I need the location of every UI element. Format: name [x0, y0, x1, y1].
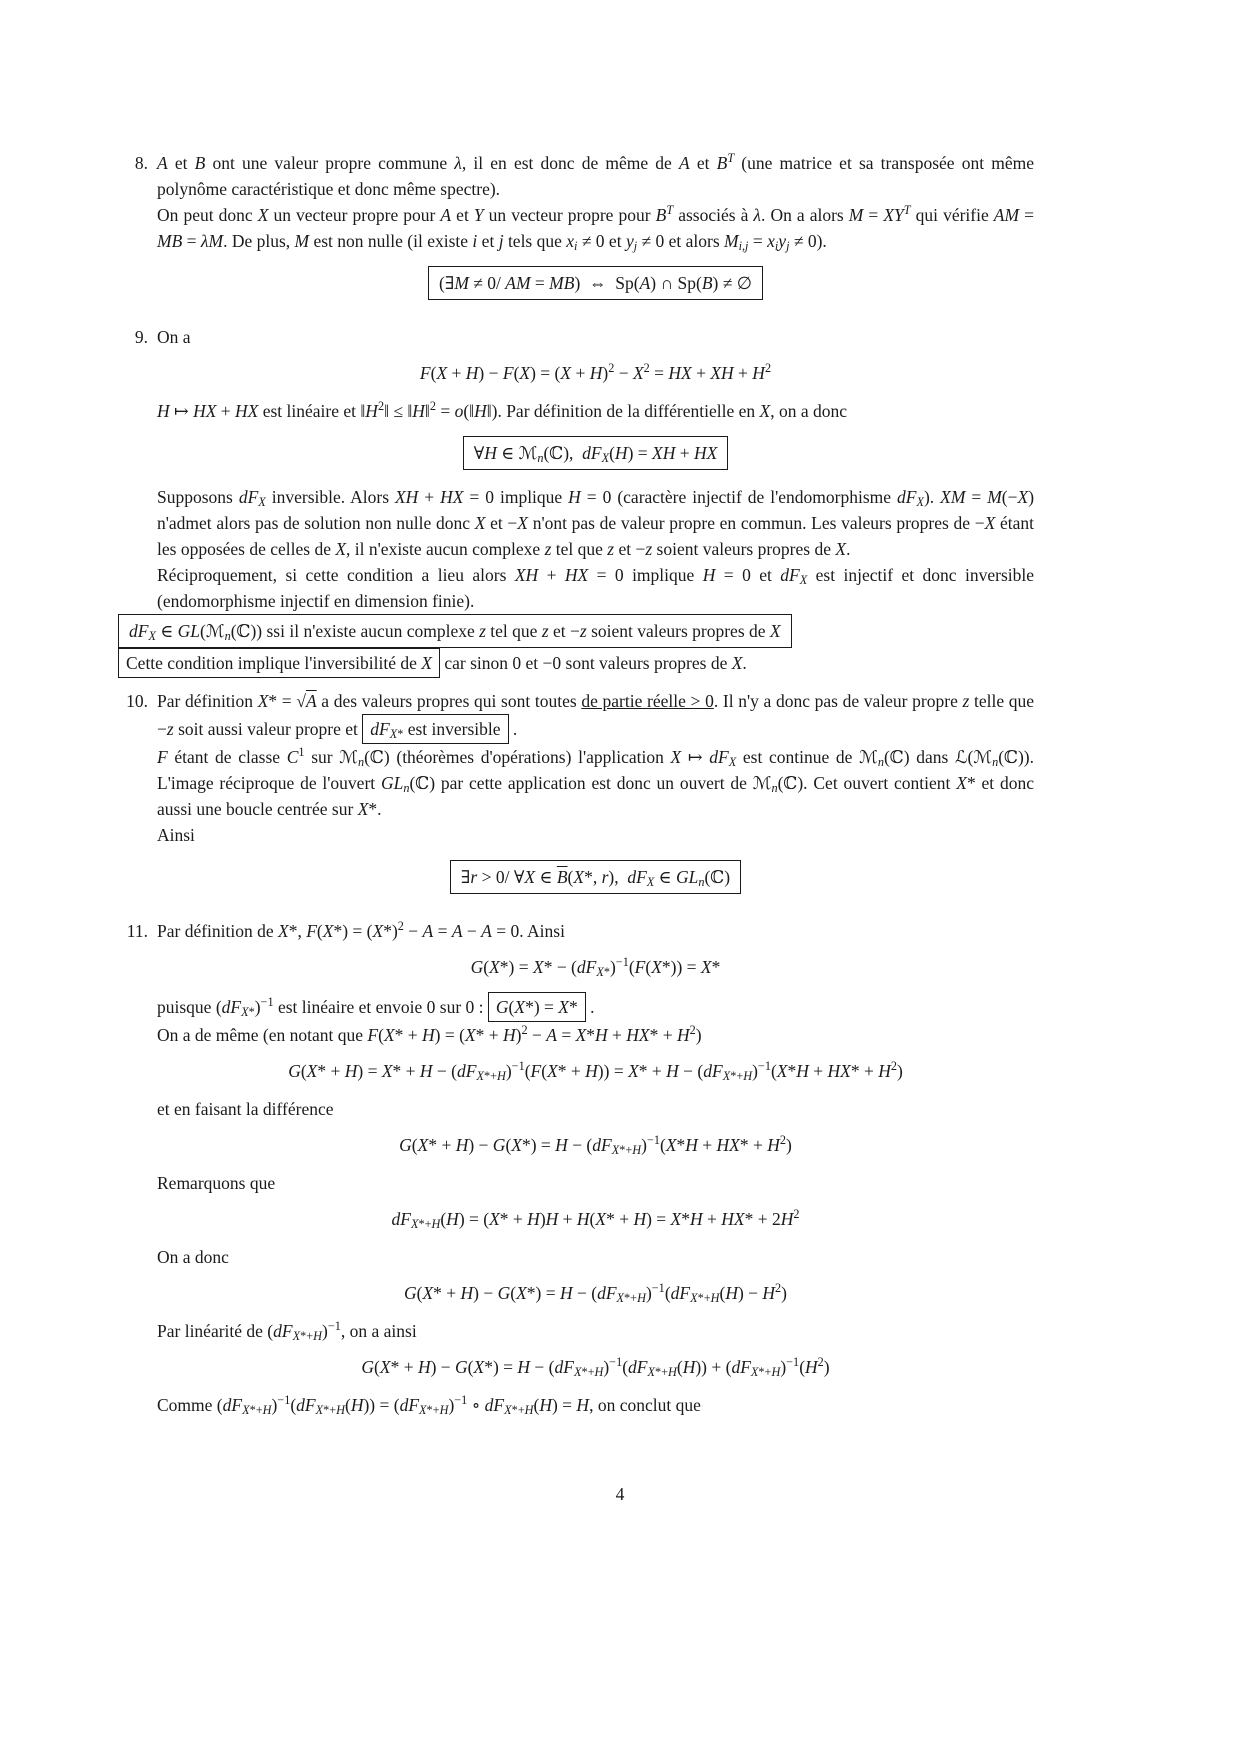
paragraph: Comme $(dF_{X*+H})^{-1}(dF_{X*+H}(H)) = (dF_{X*+H})^{-1}$ ∘ $dF_{X*+H}(H) = H$, on conclut que: [157, 1393, 701, 1418]
item-number-8: 8.: [134, 153, 148, 173]
item-number-9: 9.: [134, 327, 148, 347]
paragraph: On a de même (en notant que $F(X* + H) = (X* + H)^2 - A = X*H + HX* + H^2$): [157, 1023, 702, 1045]
item-number-11: 11.: [126, 921, 148, 941]
boxed-result: $dF_{X*}$ est inversible: [362, 714, 508, 744]
boxed-result: G(X*) = X*: [488, 992, 586, 1022]
boxed-equation: ∃r > 0/ ∀X ∈ $\overline{B}(X*$, r), $dF_X$ ∈ $GL_n(ℂ)$: [450, 860, 741, 894]
paragraph: A et B ont une valeur propre commune λ, il en est donc de même de A et $B^T$ (une matrice et sa transposée ont même polynôme caractéristique et donc même spectre).: [157, 151, 1034, 199]
paragraph: Remarquons que: [157, 1173, 276, 1193]
item-9-body: [126, 324, 1035, 678]
paragraph-text: .: [585, 997, 595, 1017]
display-equation: $dF_{X*+H}(H) = (X* + H)H + H(X* + H) = X*H + HX* + 2H^2$: [391, 1207, 800, 1232]
boxed-remark-line: [118, 648, 1034, 678]
paragraph: On a: [157, 327, 191, 347]
boxed-equation: (∃M ≠ 0/ AM = MB) ⇔ Sp(A) ∩ Sp(B) ≠ ∅: [428, 266, 763, 300]
enum-item-9: [118, 324, 1034, 678]
boxed-equation-line: [157, 860, 1034, 894]
display-equation: $G(X* + H) - G(X*) = H - (dF_{X*+H})^{-1}(dF_{X*+H}(H) - H^2)$: [403, 1281, 787, 1306]
item-number-10: 10.: [126, 691, 148, 711]
display-equation: $G(X*) = X* - (dF_{X*})^{-1}(F(X*)) = X*$: [470, 955, 721, 980]
boxed-remark: Cette condition implique l'inversibilité de X: [118, 648, 440, 678]
display-equation: $G(X* + H) - G(X*) = H - (dF_{X*+H})^{-1}(X*H + HX* + H^2)$: [399, 1133, 792, 1158]
paragraph: F étant de classe $C^1$ sur ℳ$_n$(ℂ) (théorèmes d'opérations) l'application X ↦ $dF_X$ est continue de ℳ$_n$(ℂ) dans ℒ(ℳ$_n$(ℂ)). L'image réciproque de l'ouvert $GL_n(ℂ)$ par cette application est donc un ouvert de ℳ$_n$(ℂ). Cet ouvert contient X* et donc aussi une boucle centrée sur X*.: [157, 745, 1035, 819]
paragraph: et en faisant la différence: [157, 1099, 334, 1119]
display-equation: $F(X + H) - F(X) = (X + H)^2 - X^2$ = HX + XH + $H^2$: [419, 361, 772, 383]
boxed-result-line: [118, 614, 1034, 648]
item-8-body: [157, 150, 1034, 314]
paragraph: Supposons $dF_X$ inversible. Alors XH + HX = 0 implique H = 0 (caractère injectif de l'endomorphisme $dF_X$). XM = M(−X) n'admet alors pas de solution non nulle donc X et −X n'ont pas de valeur propre en commun. Les valeurs propres de −X étant les opposées de celles de X, il n'existe aucun complexe z tel que z et −z soient valeurs propres de X.: [157, 487, 1035, 559]
enum-item-10: [118, 688, 1034, 908]
item-11-body: [157, 918, 1034, 1418]
item-10-body: [157, 688, 1034, 908]
boxed-equation-line: [157, 266, 1034, 300]
boxed-equation: ∀H ∈ ℳ$_n$(ℂ), $dF_X(H)$ = XH + HX: [463, 436, 729, 470]
display-equation: $G(X* + H) = X* + H - (dF_{X*+H})^{-1}(F(X* + H)) = X* + H - (dF_{X*+H})^{-1}(X*H + HX* + H^2)$: [288, 1059, 903, 1084]
enum-item-8: [118, 150, 1034, 314]
paragraph: Par définition de X*, $F(X*) = (X*)^2 - A = A - A = 0$. Ainsi: [157, 919, 565, 941]
page-content: [118, 150, 1034, 1428]
boxed-result: $dF_X$ ∈ GL(ℳ$_n$(ℂ)) ssi il n'existe aucun complexe z tel que z et −z soient valeurs propres de X: [118, 614, 792, 648]
display-equation: $G(X* + H) - G(X*) = H - (dF_{X*+H})^{-1}(dF_{X*+H}(H)) + (dF_{X*+H})^{-1}(H^2)$: [361, 1355, 830, 1380]
paragraph-text: puisque $(dF_{X*})^{-1}$ est linéaire et envoie 0 sur 0 :: [157, 995, 488, 1020]
remark-tail: car sinon 0 et −0 sont valeurs propres de X.: [439, 653, 747, 673]
paragraph: [157, 992, 1034, 1022]
paragraph-text: .: [508, 719, 518, 739]
boxed-equation-line: [157, 436, 1034, 470]
enum-item-11: [118, 918, 1034, 1418]
paragraph: Par linéarité de $(dF_{X*+H})^{-1}$, on a ainsi: [157, 1319, 417, 1344]
paragraph: Ainsi: [157, 825, 195, 845]
paragraph: [157, 688, 1034, 744]
paragraph-text: Par définition X* = √A a des valeurs propres qui sont toutes de partie réelle > 0. Il n'y a donc pas de valeur propre z telle que −z soit aussi valeur propre et: [157, 691, 1035, 739]
paragraph: On peut donc X un vecteur propre pour A et Y un vecteur propre pour $B^T$ associés à λ. On a alors $M = XY^T$ qui vérifie AM = MB = λM. De plus, M est non nulle (il existe i et j tels que $x_i \ne 0$ et $y_j \ne 0$ et alors $M_{i,j} = x_iy_j \ne 0$).: [157, 203, 1034, 254]
page-number: 4: [615, 1484, 625, 1504]
paragraph: H ↦ HX + HX est linéaire et $‖H^2‖$ ≤ ‖H‖$^2$ = o(‖H‖). Par définition de la différentielle en X, on a donc: [157, 399, 848, 421]
paragraph: Réciproquement, si cette condition a lieu alors XH + HX = 0 implique H = 0 et $dF_X$ est injectif et donc inversible (endomorphisme injectif en dimension finie).: [157, 565, 1034, 611]
paragraph: On a donc: [157, 1247, 229, 1267]
